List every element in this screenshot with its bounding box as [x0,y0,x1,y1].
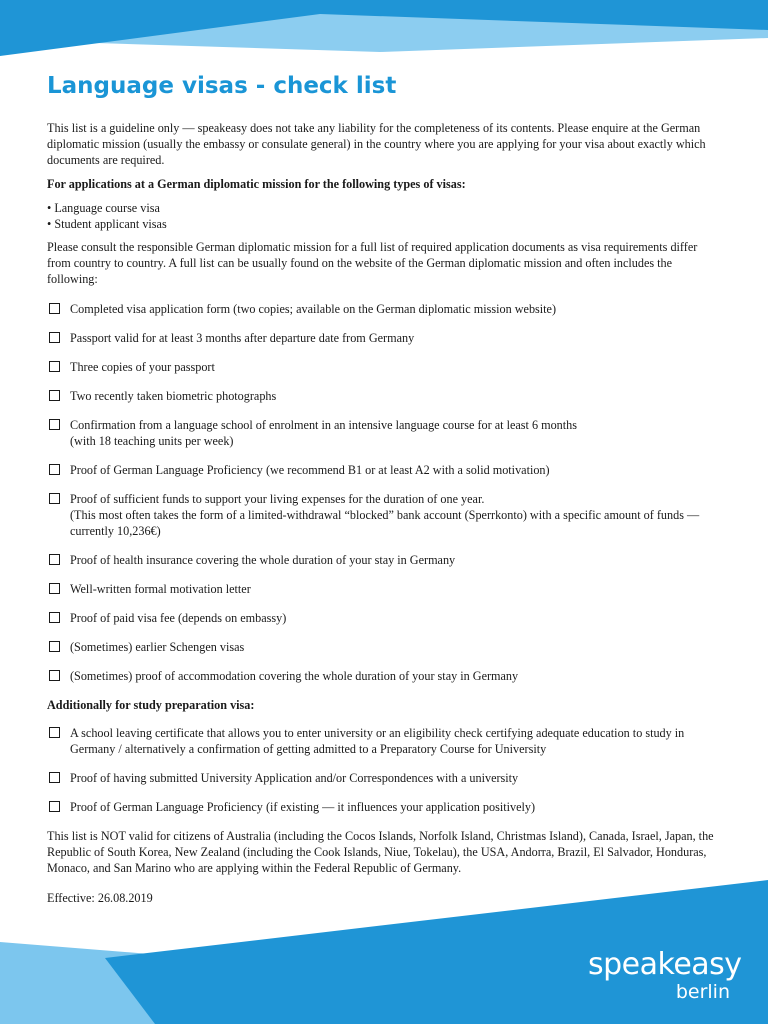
logo-city: berlin [675,981,730,1003]
checklist-item-text: Completed visa application form (two copies; available on the German diplomatic mission website) [70,302,557,316]
checklist-item-text: (Sometimes) proof of accommodation covering the whole duration of your stay in Germany [70,669,519,683]
checkbox[interactable] [49,641,60,652]
study-preparation-checklist [47,725,721,815]
checkbox[interactable] [49,390,60,401]
applications-heading: For applications at a German diplomatic mission for the following types of visas: [47,177,466,191]
checklist-item-text: Two recently taken biometric photographs [70,389,277,403]
checklist-item [47,491,721,539]
speakeasy-logo [588,948,744,1002]
required-documents-checklist [47,301,721,684]
checklist-item [47,725,721,757]
checklist-item [47,417,721,449]
checklist-item [47,668,721,684]
checklist-item-note: (This most often takes the form of a limited-withdrawal “blocked” bank account (Sperrkonto) with a specific amount of funds — currently 10,236€) [70,508,700,538]
checklist-item [47,388,721,404]
checklist-item [47,552,721,568]
checklist-item [47,799,721,815]
checkbox[interactable] [49,419,60,430]
checkbox[interactable] [49,303,60,314]
checklist-document [47,70,721,906]
visa-type-item: • Language course visa [47,201,160,215]
checkbox[interactable] [49,727,60,738]
checklist-item-text: Proof of health insurance covering the whole duration of your stay in Germany [70,553,456,567]
checklist-item-text: Proof of paid visa fee (depends on embassy) [70,611,287,625]
checklist-item-text: (Sometimes) earlier Schengen visas [70,640,245,654]
checklist-item [47,330,721,346]
checklist-item [47,770,721,786]
checkbox[interactable] [49,772,60,783]
intro-paragraph: This list is a guideline only — speakeasy does not take any liability for the completeness of its contents. Please enquire at the German diplomatic mission (usually the embassy or consulate general) in the country where you are applying for your visa about exactly which documents are required. [47,121,706,167]
checklist-item [47,610,721,626]
checklist-item-text: A school leaving certificate that allows you to enter university or an eligibility check certifying adequate education to study in Germany / alternatively a confirmation of getting admitted to a Preparatory Course for University [70,726,685,756]
checklist-item-text: Proof of having submitted University Application and/or Correspondences with a university [70,771,519,785]
consult-paragraph: Please consult the responsible German diplomatic mission for a full list of required application documents as visa requirements differ from country to country. A full list can be usually found on the website of the German diplomatic mission and often includes the following: [47,240,698,286]
checklist-item-text: Three copies of your passport [70,360,215,374]
checkbox[interactable] [49,464,60,475]
checklist-item [47,639,721,655]
checkbox[interactable] [49,332,60,343]
checklist-item [47,581,721,597]
checkbox[interactable] [49,583,60,594]
checklist-item [47,301,721,317]
top-banner [0,0,768,60]
checklist-item-note: (with 18 teaching units per week) [70,434,234,448]
checkbox[interactable] [49,670,60,681]
checklist-item-text: Passport valid for at least 3 months after departure date from Germany [70,331,415,345]
validity-note: This list is NOT valid for citizens of Australia (including the Cocos Islands, Norfolk Island, Christmas Island), Canada, Israel, Japan, the Republic of South Korea, New Zealand (including the Cook Islands, Niue, Tokelau), the USA, Andorra, Brazil, El Salvador, Honduras, Monaco, and San Marino who are applying within the Federal Republic of Germany. [47,829,714,875]
checkbox[interactable] [49,801,60,812]
checklist-item-text: Proof of German Language Proficiency (if existing — it influences your application positively) [70,800,536,814]
page-title: Language visas - check list [47,73,397,99]
visa-type-item: • Student applicant visas [47,217,167,231]
checklist-item-text: Confirmation from a language school of enrolment in an intensive language course for at least 6 months [70,418,577,432]
checklist-item-text: Proof of German Language Proficiency (we recommend B1 or at least A2 with a solid motivation) [70,463,550,477]
checkbox[interactable] [49,612,60,623]
checklist-item-text: Well-written formal motivation letter [70,582,251,596]
checklist-item-text: Proof of sufficient funds to support your living expenses for the duration of one year. [70,492,485,506]
checklist-item [47,462,721,478]
effective-date: Effective: 26.08.2019 [47,891,153,905]
checklist-item [47,359,721,375]
checkbox[interactable] [49,493,60,504]
checkbox[interactable] [49,361,60,372]
visa-type-list [47,200,721,232]
logo-name: speakeasy [588,947,742,982]
checkbox[interactable] [49,554,60,565]
study-preparation-heading: Additionally for study preparation visa: [47,698,255,712]
